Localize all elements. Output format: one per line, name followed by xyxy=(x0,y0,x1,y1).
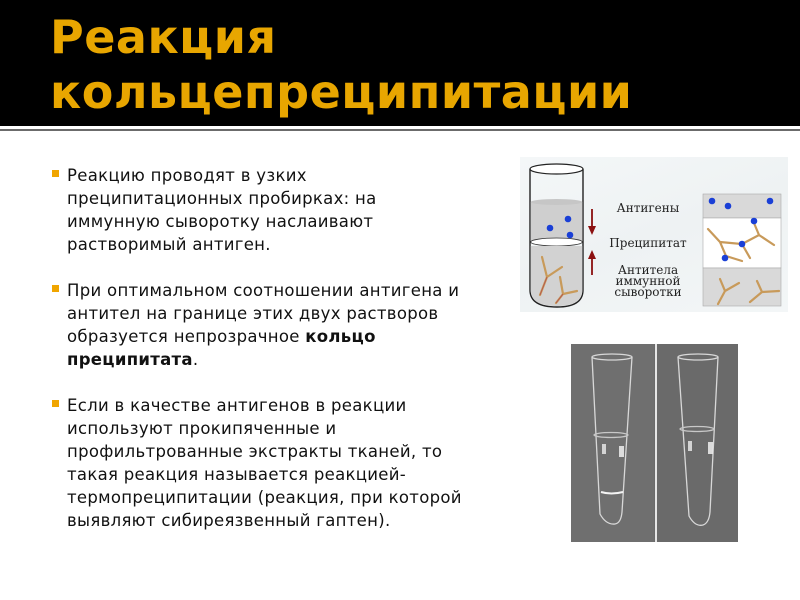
label-antibodies-3: сыворотки xyxy=(614,285,682,299)
bold-term: преципитата xyxy=(67,350,193,369)
title-line-2: кольцепреципитации xyxy=(50,65,633,119)
title-line-1: Реакция xyxy=(50,10,277,64)
bullet-item-1 xyxy=(52,164,522,256)
bullet-text xyxy=(67,348,522,371)
bullet-text: выявляют сибиреязвенный гаптен). xyxy=(67,511,391,530)
bullet-text: Если в качестве антигенов в реакции xyxy=(67,396,407,415)
precipitation-diagram xyxy=(520,157,788,312)
square-bullet-icon xyxy=(52,400,59,407)
bullet-list xyxy=(52,164,522,555)
arrow-up-icon xyxy=(588,250,596,275)
bullet-item-2 xyxy=(52,279,522,371)
bullet-text xyxy=(67,325,522,348)
bullet-text: При оптимальном соотношении антигена и xyxy=(67,281,460,300)
slide-title xyxy=(50,10,632,120)
label-antibodies-2: иммунной xyxy=(615,274,681,288)
label-antigens: Антигены xyxy=(616,201,680,215)
test-tubes-photo-graphic xyxy=(571,344,738,542)
label-antibodies-1: Антитела xyxy=(617,263,679,277)
bullet-text: такая реакция называется реакцией- xyxy=(67,465,407,484)
test-tubes-photo xyxy=(571,344,738,542)
bullet-text-part: . xyxy=(192,350,199,369)
bullet-text: профильтрованные экстракты тканей, то xyxy=(67,442,443,461)
bullet-text-part: образуется непрозрачное xyxy=(67,327,306,346)
bullet-text: термопреципитации (реакция, при которой xyxy=(67,488,462,507)
molecular-schematic xyxy=(703,194,781,306)
bullet-text: Реакцию проводят в узких xyxy=(67,166,307,185)
label-precipitate: Преципитат xyxy=(609,236,687,250)
bullet-text: растворимый антиген. xyxy=(67,235,271,254)
bullet-text: иммунную сыворотку наслаивают xyxy=(67,212,374,231)
bold-term: кольцо xyxy=(305,327,376,346)
bullet-text: используют прокипяченные и xyxy=(67,419,337,438)
arrow-down-icon xyxy=(588,209,596,235)
square-bullet-icon xyxy=(52,285,59,292)
bullet-text: антител на границе этих двух растворов xyxy=(67,304,439,323)
bullet-item-3 xyxy=(52,394,522,532)
test-tube-icon xyxy=(530,164,583,307)
bullet-text: преципитационных пробирках: на xyxy=(67,189,377,208)
title-divider xyxy=(0,129,800,131)
title-bar xyxy=(0,0,800,126)
square-bullet-icon xyxy=(52,170,59,177)
